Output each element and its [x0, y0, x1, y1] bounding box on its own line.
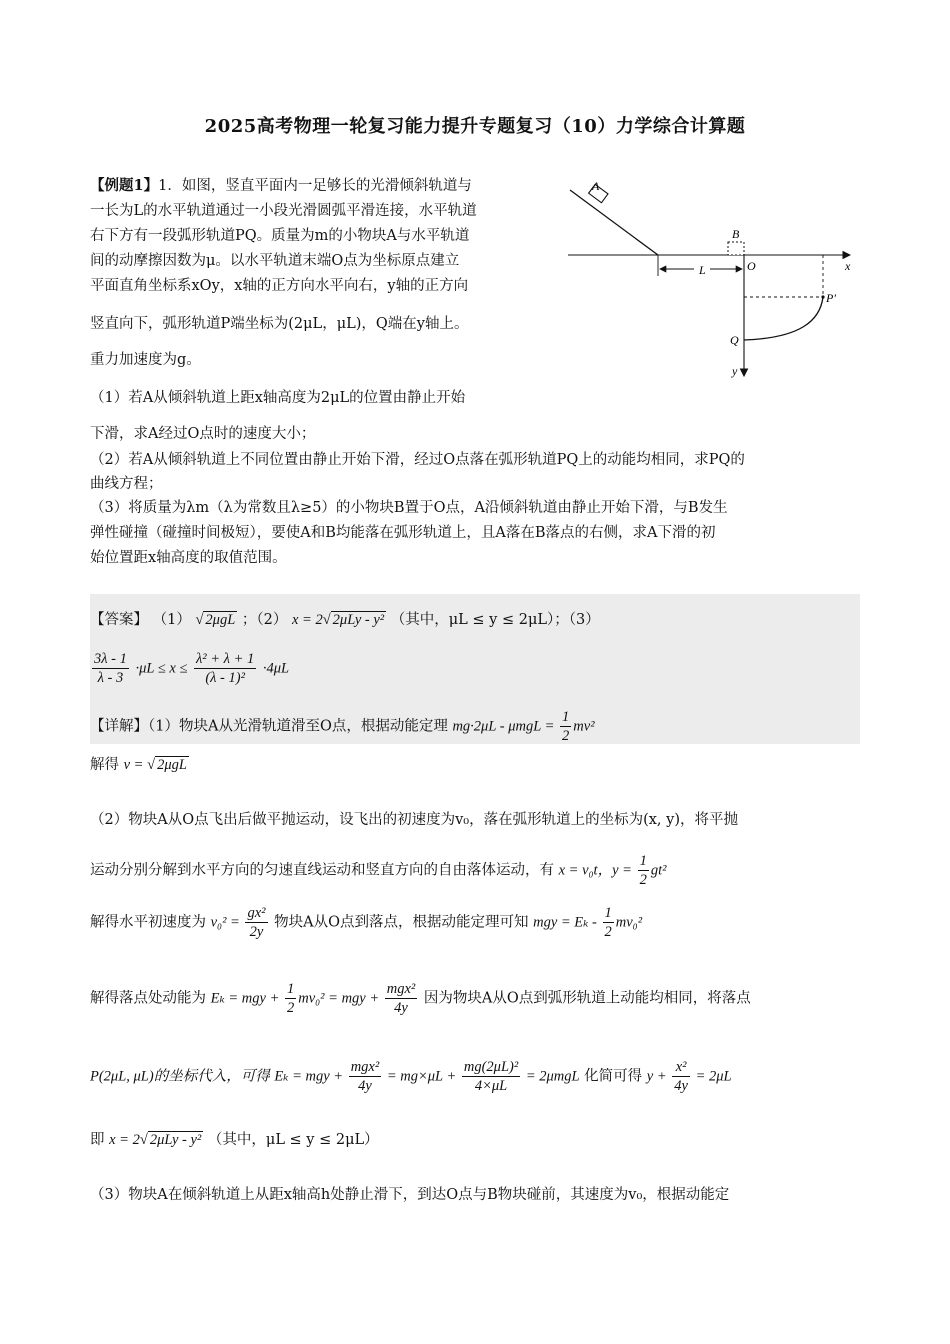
solution-line-3: [90, 852, 666, 889]
answer-line-2: [90, 650, 289, 687]
answer-p3-left-frac: $\frac{3\lambda - 1}{\lambda - 3}$: [94, 651, 127, 686]
solution-eq-6b: y +: [646, 1068, 671, 1085]
solution-root-1: 2μgL: [157, 757, 187, 773]
answer-p3-mid: ·μL ≤ x ≤: [135, 660, 188, 677]
label-x: x: [845, 259, 851, 273]
problem-line-14: 始位置距x轴高度的取值范围。: [90, 550, 287, 566]
solution-line-5: [90, 980, 751, 1017]
problem-line-6: 竖直向下，弧形轨道P端坐标为(2μL，μL)，Q端在y轴上。: [90, 316, 469, 332]
answer-p2-expr: x = 2: [291, 612, 323, 628]
label-a: A: [592, 179, 600, 193]
label-p: P′: [826, 291, 836, 305]
track-diagram: [560, 176, 860, 386]
solution-root-7: 2μLy - y²: [149, 1132, 202, 1148]
solution-mid-6: = mg×μL +: [383, 1068, 460, 1085]
solution-text-7a: 即: [90, 1132, 105, 1148]
arc-track-pq: [744, 297, 823, 340]
problem-text-1: 1．如图，竖直平面内一足够长的光滑倾斜轨道与: [158, 178, 472, 194]
solution-eq-4b: mgy = Eₖ -: [533, 914, 601, 931]
label-l: L: [699, 263, 706, 277]
detail-label: 【详解】: [90, 718, 148, 735]
answer-p1-expr: 2μgL: [205, 612, 236, 628]
solution-frac-6b: $\frac{\text{mg(2μL)²}}{4\times\mu L}$: [463, 1059, 519, 1094]
solution-tail-6: = 2μmgL: [522, 1068, 580, 1085]
solution-eq-1: v =: [123, 757, 148, 773]
solution-line-1: 解得 v = √ 2μgL: [90, 757, 187, 773]
detail-frac-1: $\frac{1}{2}$: [562, 709, 570, 744]
solution-line-6: [90, 1058, 732, 1095]
incline-track: [570, 190, 658, 255]
solution-frac-5b: $\frac{\text{mgx²}}{4y}$: [386, 981, 416, 1016]
solution-text-5a: 解得落点处动能为: [90, 990, 206, 1007]
detail-eq-1: mg·2μL - μmgL =: [452, 718, 559, 735]
solution-eq-7: x = 2: [109, 1132, 140, 1148]
solution-tail-3: gt²: [650, 862, 667, 879]
solution-frac-4b: $\frac{1}{2}$: [604, 905, 612, 940]
solution-eq-6: Eₖ = mgy +: [274, 1068, 347, 1085]
solution-eq-3: x = v₀t，y =: [558, 862, 636, 879]
detail-text-1: （1）物块A从光滑轨道滑至O点，根据动能定理: [148, 718, 448, 735]
label-q: Q: [730, 333, 739, 347]
point-p: [821, 295, 824, 298]
problem-line-3: 右下方有一段弧形轨道PQ。质量为m的小物块A与水平轨道: [90, 228, 470, 244]
detail-tail-1: mv²: [573, 718, 595, 735]
answer-p2-root: 2μLy - y²: [332, 612, 385, 628]
solution-text-3a: 运动分别分解到水平方向的匀速直线运动和竖直方向的自由落体运动，有: [90, 862, 554, 879]
solution-tail-6b: = 2μL: [691, 1068, 732, 1085]
detail-line-1: [90, 708, 595, 745]
problem-line-5: 平面直角坐标系xOy，x轴的正方向水平向右，y轴的正方向: [90, 278, 469, 294]
solution-text-1a: 解得: [90, 757, 119, 773]
label-y: y: [732, 364, 738, 378]
solution-frac-4: $\frac{\text{gx²}}{2y}$: [247, 905, 266, 940]
solution-frac-6: $\frac{\text{mgx²}}{4y}$: [350, 1059, 380, 1094]
problem-line-9: 下滑，求A经过O点时的速度大小；: [90, 426, 316, 442]
answer-p2-range: （其中，μL ≤ y ≤ 2μL）；（3）: [390, 612, 600, 628]
answer-p3-right-frac: $\frac{\text{λ² + λ + 1}}{\text{(λ - 1)²}}$: [196, 651, 255, 686]
answer-p3-tail: ·4μL: [262, 660, 290, 677]
problem-line-4: 间的动摩擦因数为μ。以水平轨道末端O点为坐标原点建立: [90, 253, 460, 269]
solution-line-7: 即 x = 2√ 2μLy - y² （其中，μL ≤ y ≤ 2μL）: [90, 1132, 379, 1148]
problem-line-1: [90, 176, 472, 196]
solution-tail-4b: mv₀²: [615, 914, 643, 931]
solution-eq-4: v₀² =: [210, 914, 244, 931]
label-o: O: [747, 259, 756, 273]
solution-text-7b: （其中，μL ≤ y ≤ 2μL）: [207, 1132, 379, 1148]
solution-text-5b: 因为物块A从O点到弧形轨道上动能均相同，将落点: [423, 990, 751, 1007]
problem-line-10: （2）若A从倾斜轨道上不同位置由静止开始下滑，经过O点落在弧形轨道PQ上的动能均相同，求PQ的: [90, 452, 745, 468]
solution-eq-5: Eₖ = mgy +: [210, 990, 283, 1007]
solution-text-4a: 解得水平初速度为: [90, 914, 206, 931]
page-title: 2025高考物理一轮复习能力提升专题复习（10）力学综合计算题: [204, 116, 746, 137]
answer-line-1: 【答案】 （1） √ 2μgL ；（2） x = 2√ 2μLy - y² （其中，μL ≤ y ≤ 2μL）；（3）: [90, 612, 600, 628]
answer-label: 【答案】: [90, 612, 148, 628]
problem-line-8: （1）若A从倾斜轨道上距x轴高度为2μL的位置由静止开始: [90, 390, 466, 406]
solution-text-6a: P(2μL, μL)的坐标代入，可得: [90, 1068, 270, 1085]
solution-text-4b: 物块A从O点到落点，根据动能定理可知: [274, 914, 529, 931]
label-b: B: [732, 227, 740, 241]
problem-line-12: （3）将质量为λm（λ为常数且λ≥5）的小物块B置于O点，A沿倾斜轨道由静止开始下滑，与B发生: [90, 500, 728, 516]
problem-line-2: 一长为L的水平轨道通过一小段光滑圆弧平滑连接，水平轨道: [90, 203, 477, 219]
answer-sep1: ；（2）: [241, 612, 288, 628]
block-b: [728, 242, 744, 255]
answer-p1-label: （1）: [152, 612, 191, 628]
solution-text-6b: 化简可得: [584, 1068, 643, 1085]
problem-line-11: 曲线方程；: [90, 476, 163, 492]
solution-frac-5: $\frac{1}{2}$: [286, 981, 295, 1016]
solution-line-4: [90, 904, 642, 941]
solution-frac-6c: $\frac{\text{x²}}{4y}$: [674, 1059, 688, 1094]
solution-line-8: （3）物块A在倾斜轨道上从距x轴高h处静止滑下，到达O点与B物块碰前，其速度为v₀，根据动能定: [90, 1187, 730, 1203]
problem-line-7: 重力加速度为g。: [90, 352, 201, 368]
solution-mid-5: mv₀² = mgy +: [298, 990, 383, 1007]
problem-line-13: 弹性碰撞（碰撞时间极短），要使A和B均能落在弧形轨道上，且A落在B落点的右侧，求A下滑的初: [90, 525, 716, 541]
example-tag: 【例题1】: [90, 177, 159, 194]
solution-frac-3: $\frac{1}{2}$: [639, 853, 647, 888]
solution-line-2: （2）物块A从O点飞出后做平抛运动，设飞出的初速度为v₀，落在弧形轨道上的坐标为(x, y)，将平抛: [90, 812, 738, 828]
